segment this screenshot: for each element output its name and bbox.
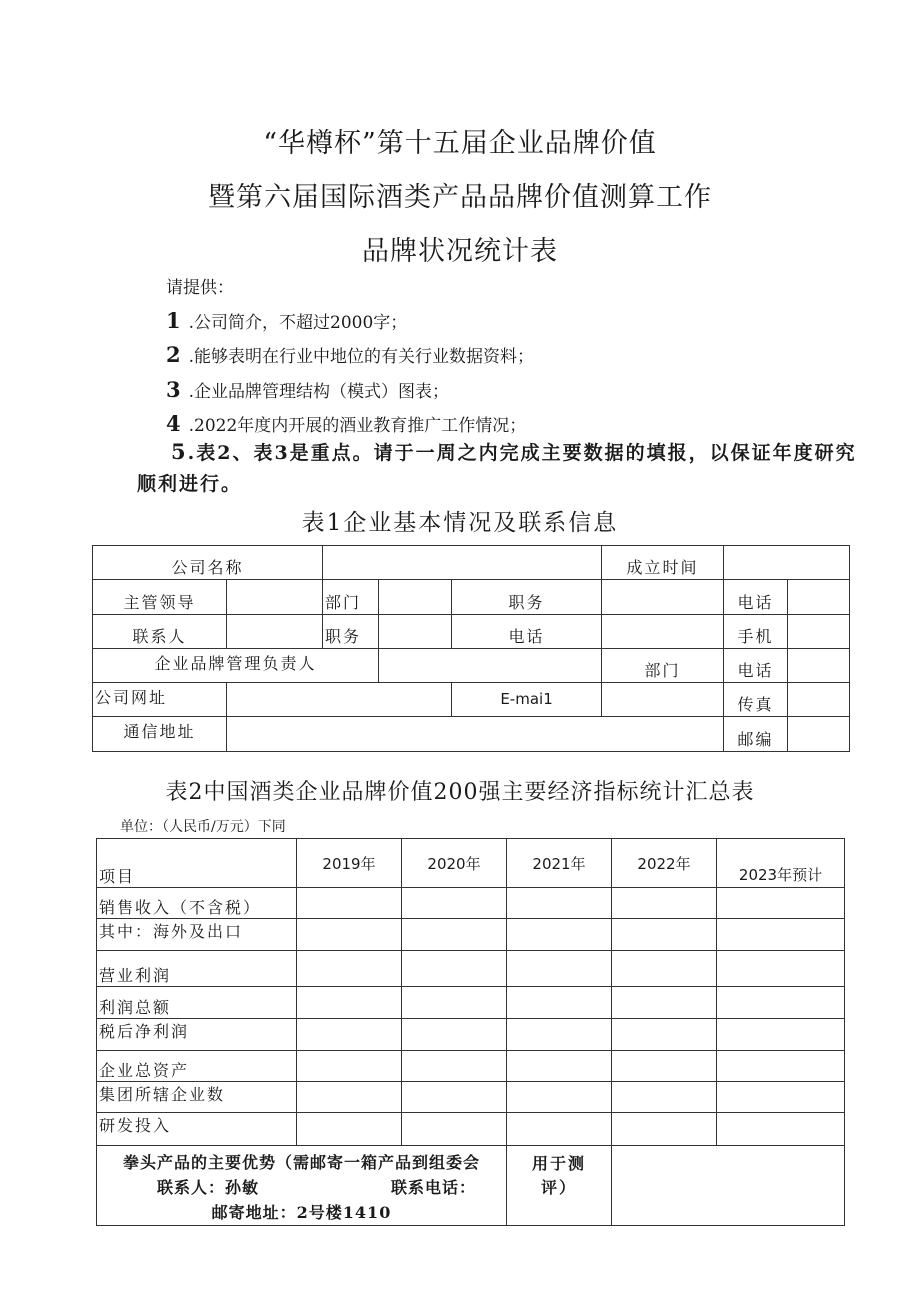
unit-note: 单位：（人民币/万元）下同 [120,819,286,835]
address-label: 通信地址 [93,717,227,752]
data-cell[interactable] [507,987,612,1019]
brand-manager-phone-field[interactable] [788,649,850,683]
leader-phone-label: 电话 [724,580,788,615]
requirements-intro: 请提供： [166,278,234,298]
data-cell[interactable] [402,987,507,1019]
requirement-item [166,377,449,402]
requirement-num: 4 [166,411,181,436]
title-line-3: 品牌状况统计表 [362,236,558,267]
website-field[interactable] [227,683,452,717]
contact-phone-field[interactable] [602,615,724,649]
requirement-num: 1 [166,308,181,333]
leader-dept-label: 部门 [323,580,379,615]
table2-title: 表2中国酒类企业品牌价值200强主要经济指标统计汇总表 [165,780,755,805]
requirement-text: .公司简介，不超过2000字； [188,313,408,333]
data-cell[interactable] [402,1082,507,1113]
data-cell[interactable] [717,888,845,919]
requirement-item-5 [137,436,857,500]
data-cell[interactable] [717,1019,845,1051]
data-cell[interactable] [717,1051,845,1082]
advantage-field[interactable] [612,1146,845,1226]
requirement-item [166,308,407,333]
brand-manager-label: 企业品牌管理负责人 [93,649,379,683]
data-cell[interactable] [297,1082,402,1113]
brand-manager-phone-label: 电话 [724,649,788,683]
mail-address: 邮寄地址：2号楼1410 [211,1203,392,1222]
data-cell[interactable] [612,1051,717,1082]
website-label: 公司网址 [93,683,227,717]
data-cell[interactable] [717,1082,845,1113]
data-cell[interactable] [717,987,845,1019]
requirement-text: .2022年度内开展的酒业教育推广工作情况； [188,416,527,436]
year-header: 2021年 [507,839,612,888]
data-cell[interactable] [507,1019,612,1051]
fax-label: 传真 [724,683,788,717]
data-cell[interactable] [717,1113,845,1146]
title-line-2: 暨第六届国际酒类产品品牌价值测算工作 [208,182,712,213]
established-field[interactable] [724,546,850,580]
year-header: 2020年 [402,839,507,888]
row-label: 集团所辖企业数 [97,1082,297,1113]
requirement-text: .能够表明在行业中地位的有关行业数据资料； [188,347,535,367]
data-cell[interactable] [507,1051,612,1082]
data-cell[interactable] [507,888,612,919]
contact-row [99,1175,504,1200]
contact-position-field[interactable] [379,615,452,649]
for-evaluation-cell [507,1146,612,1226]
leader-position-field[interactable] [602,580,724,615]
address-field[interactable] [227,717,724,752]
fax-field[interactable] [788,683,850,717]
requirement-text: .表2、表3是重点。请于一周之内完成主要数据的填报，以保证年度研究顺利进行。 [137,442,857,495]
year-header: 2019年 [297,839,402,888]
leader-position-label: 职务 [452,580,602,615]
data-cell[interactable] [297,987,402,1019]
data-cell[interactable] [612,1082,717,1113]
row-label: 利润总额 [97,987,297,1019]
mobile-label: 手机 [724,615,788,649]
year-header: 2022年 [612,839,717,888]
row-label: 研发投入 [97,1113,297,1146]
email-label: E-mai1 [452,683,602,717]
leader-label: 主管领导 [93,580,227,615]
for-evaluation-text: 用于测评） [531,1154,586,1197]
data-cell[interactable] [297,1051,402,1082]
year-header: 2023年预计 [717,839,845,888]
advantage-line-1: 拳头产品的主要优势（需邮寄一箱产品到组委会 [122,1153,480,1172]
requirement-text: .企业品牌管理结构（模式）图表； [188,382,450,402]
established-label: 成立时间 [602,546,724,580]
data-cell[interactable] [507,919,612,951]
row-label: 销售收入（不含税） [97,888,297,919]
row-label: 其中：海外及出口 [97,919,297,951]
data-cell[interactable] [612,987,717,1019]
contact-phone: 联系电话： [390,1178,476,1197]
contact-phone-label: 电话 [452,615,602,649]
title-line-1: “华樽杯”第十五届企业品牌价值 [263,128,657,159]
data-cell[interactable] [612,951,717,987]
advantage-cell [97,1146,507,1226]
economic-indicators-table [96,838,845,1226]
data-cell[interactable] [717,919,845,951]
data-cell[interactable] [297,1113,402,1146]
data-cell[interactable] [297,1019,402,1051]
contact-position-label: 职务 [323,615,379,649]
brand-manager-field[interactable] [379,649,602,683]
contact-field[interactable] [227,615,323,649]
requirement-item [166,411,526,436]
data-cell[interactable] [297,919,402,951]
company-name-field[interactable] [323,546,602,580]
data-cell[interactable] [612,919,717,951]
data-cell[interactable] [507,1113,612,1146]
data-cell[interactable] [297,888,402,919]
row-label: 营业利润 [97,951,297,987]
leader-field[interactable] [227,580,323,615]
row-label: 企业总资产 [97,1051,297,1082]
data-cell[interactable] [717,951,845,987]
mobile-field[interactable] [788,615,850,649]
postcode-field[interactable] [788,717,850,752]
leader-phone-field[interactable] [788,580,850,615]
data-cell[interactable] [402,888,507,919]
data-cell[interactable] [507,1082,612,1113]
table1-title: 表1企业基本情况及联系信息 [301,510,619,536]
requirement-num: 5 [171,439,188,464]
postcode-label: 邮编 [724,717,788,752]
data-cell[interactable] [507,951,612,987]
requirement-num: 2 [166,342,181,367]
requirement-item [166,342,534,367]
row-label: 税后净利润 [97,1019,297,1051]
requirement-num: 3 [166,377,181,402]
data-cell[interactable] [402,951,507,987]
data-cell[interactable] [402,1019,507,1051]
data-cell[interactable] [402,919,507,951]
data-cell[interactable] [612,888,717,919]
data-cell[interactable] [402,1051,507,1082]
email-field[interactable] [602,683,724,717]
leader-dept-field[interactable] [379,580,452,615]
data-cell[interactable] [612,1113,717,1146]
data-cell[interactable] [297,951,402,987]
company-info-table [92,545,850,752]
company-name-label: 公司名称 [93,546,323,580]
data-cell[interactable] [402,1113,507,1146]
brand-manager-dept-label: 部门 [602,649,724,683]
data-cell[interactable] [612,1019,717,1051]
contact-person: 联系人：孙敏 [157,1178,260,1197]
contact-label: 联系人 [93,615,227,649]
item-header: 项目 [97,839,297,888]
